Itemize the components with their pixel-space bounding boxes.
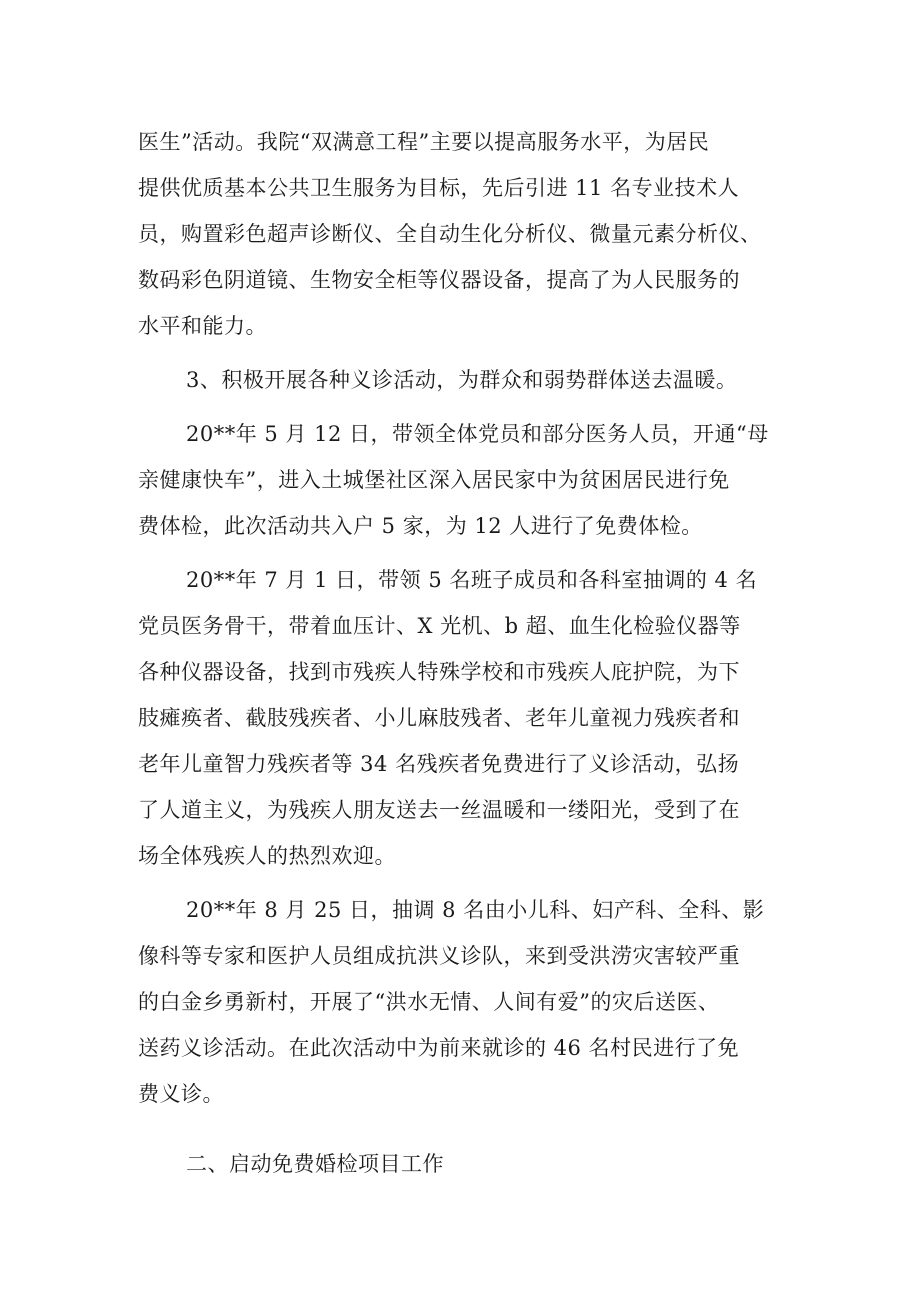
text-line: 20**年 8 月 25 日，抽调 8 名由小儿科、妇产科、全科、影: [186, 898, 765, 922]
text-line: 了人道主义，为残疾人朋友送去一丝温暖和一缕阳光，受到了在: [138, 798, 740, 822]
text-line: 费体检，此次活动共入户 5 家，为 12 人进行了免费体检。: [138, 514, 703, 538]
text-line: 数码彩色阴道镜、生物安全柜等仪器设备，提高了为人民服务的: [138, 268, 740, 292]
section-heading-3: 3、积极开展各种义诊活动，为群众和弱势群体送去温暖。: [186, 368, 738, 392]
text-line: 场全体残疾人的热烈欢迎。: [138, 844, 396, 868]
section-heading-2: 二、启动免费婚检项目工作: [186, 1152, 444, 1176]
text-line: 水平和能力。: [138, 314, 267, 338]
text-line: 各种仪器设备，找到市残疾人特殊学校和市残疾人庇护院，为下: [138, 660, 740, 684]
text-line: 提供优质基本公共卫生服务为目标，先后引进 11 名专业技术人: [138, 176, 740, 200]
text-line: 送药义诊活动。在此次活动中为前来就诊的 46 名村民进行了免: [138, 1036, 740, 1060]
text-line: 费义诊。: [138, 1082, 224, 1106]
text-line: 20**年 7 月 1 日，带领 5 名班子成员和各科室抽调的 4 名: [186, 568, 758, 592]
text-line: 老年儿童智力残疾者等 34 名残疾者免费进行了义诊活动，弘扬: [138, 752, 740, 776]
text-line: 20**年 5 月 12 日，带领全体党员和部分医务人员，开通“母: [186, 422, 769, 446]
text-line: 像科等专家和医护人员组成抗洪义诊队，来到受洪涝灾害较严重: [138, 944, 740, 968]
text-line: 亲健康快车”，进入土城堡社区深入居民家中为贫困居民进行免: [138, 468, 730, 492]
text-line: 党员医务骨干，带着血压计、X 光机、b 超、血生化检验仪器等: [138, 614, 741, 638]
text-line: 员，购置彩色超声诊断仪、全自动生化分析仪、微量元素分析仪、: [138, 222, 762, 246]
text-line: 医生”活动。我院“双满意工程”主要以提高服务水平，为居民: [138, 130, 710, 154]
text-line: 的白金乡勇新村，开展了“洪水无情、人间有爱”的灾后送医、: [138, 990, 720, 1014]
text-line: 肢瘫痪者、截肢残疾者、小儿麻肢残者、老年儿童视力残疾者和: [138, 706, 740, 730]
